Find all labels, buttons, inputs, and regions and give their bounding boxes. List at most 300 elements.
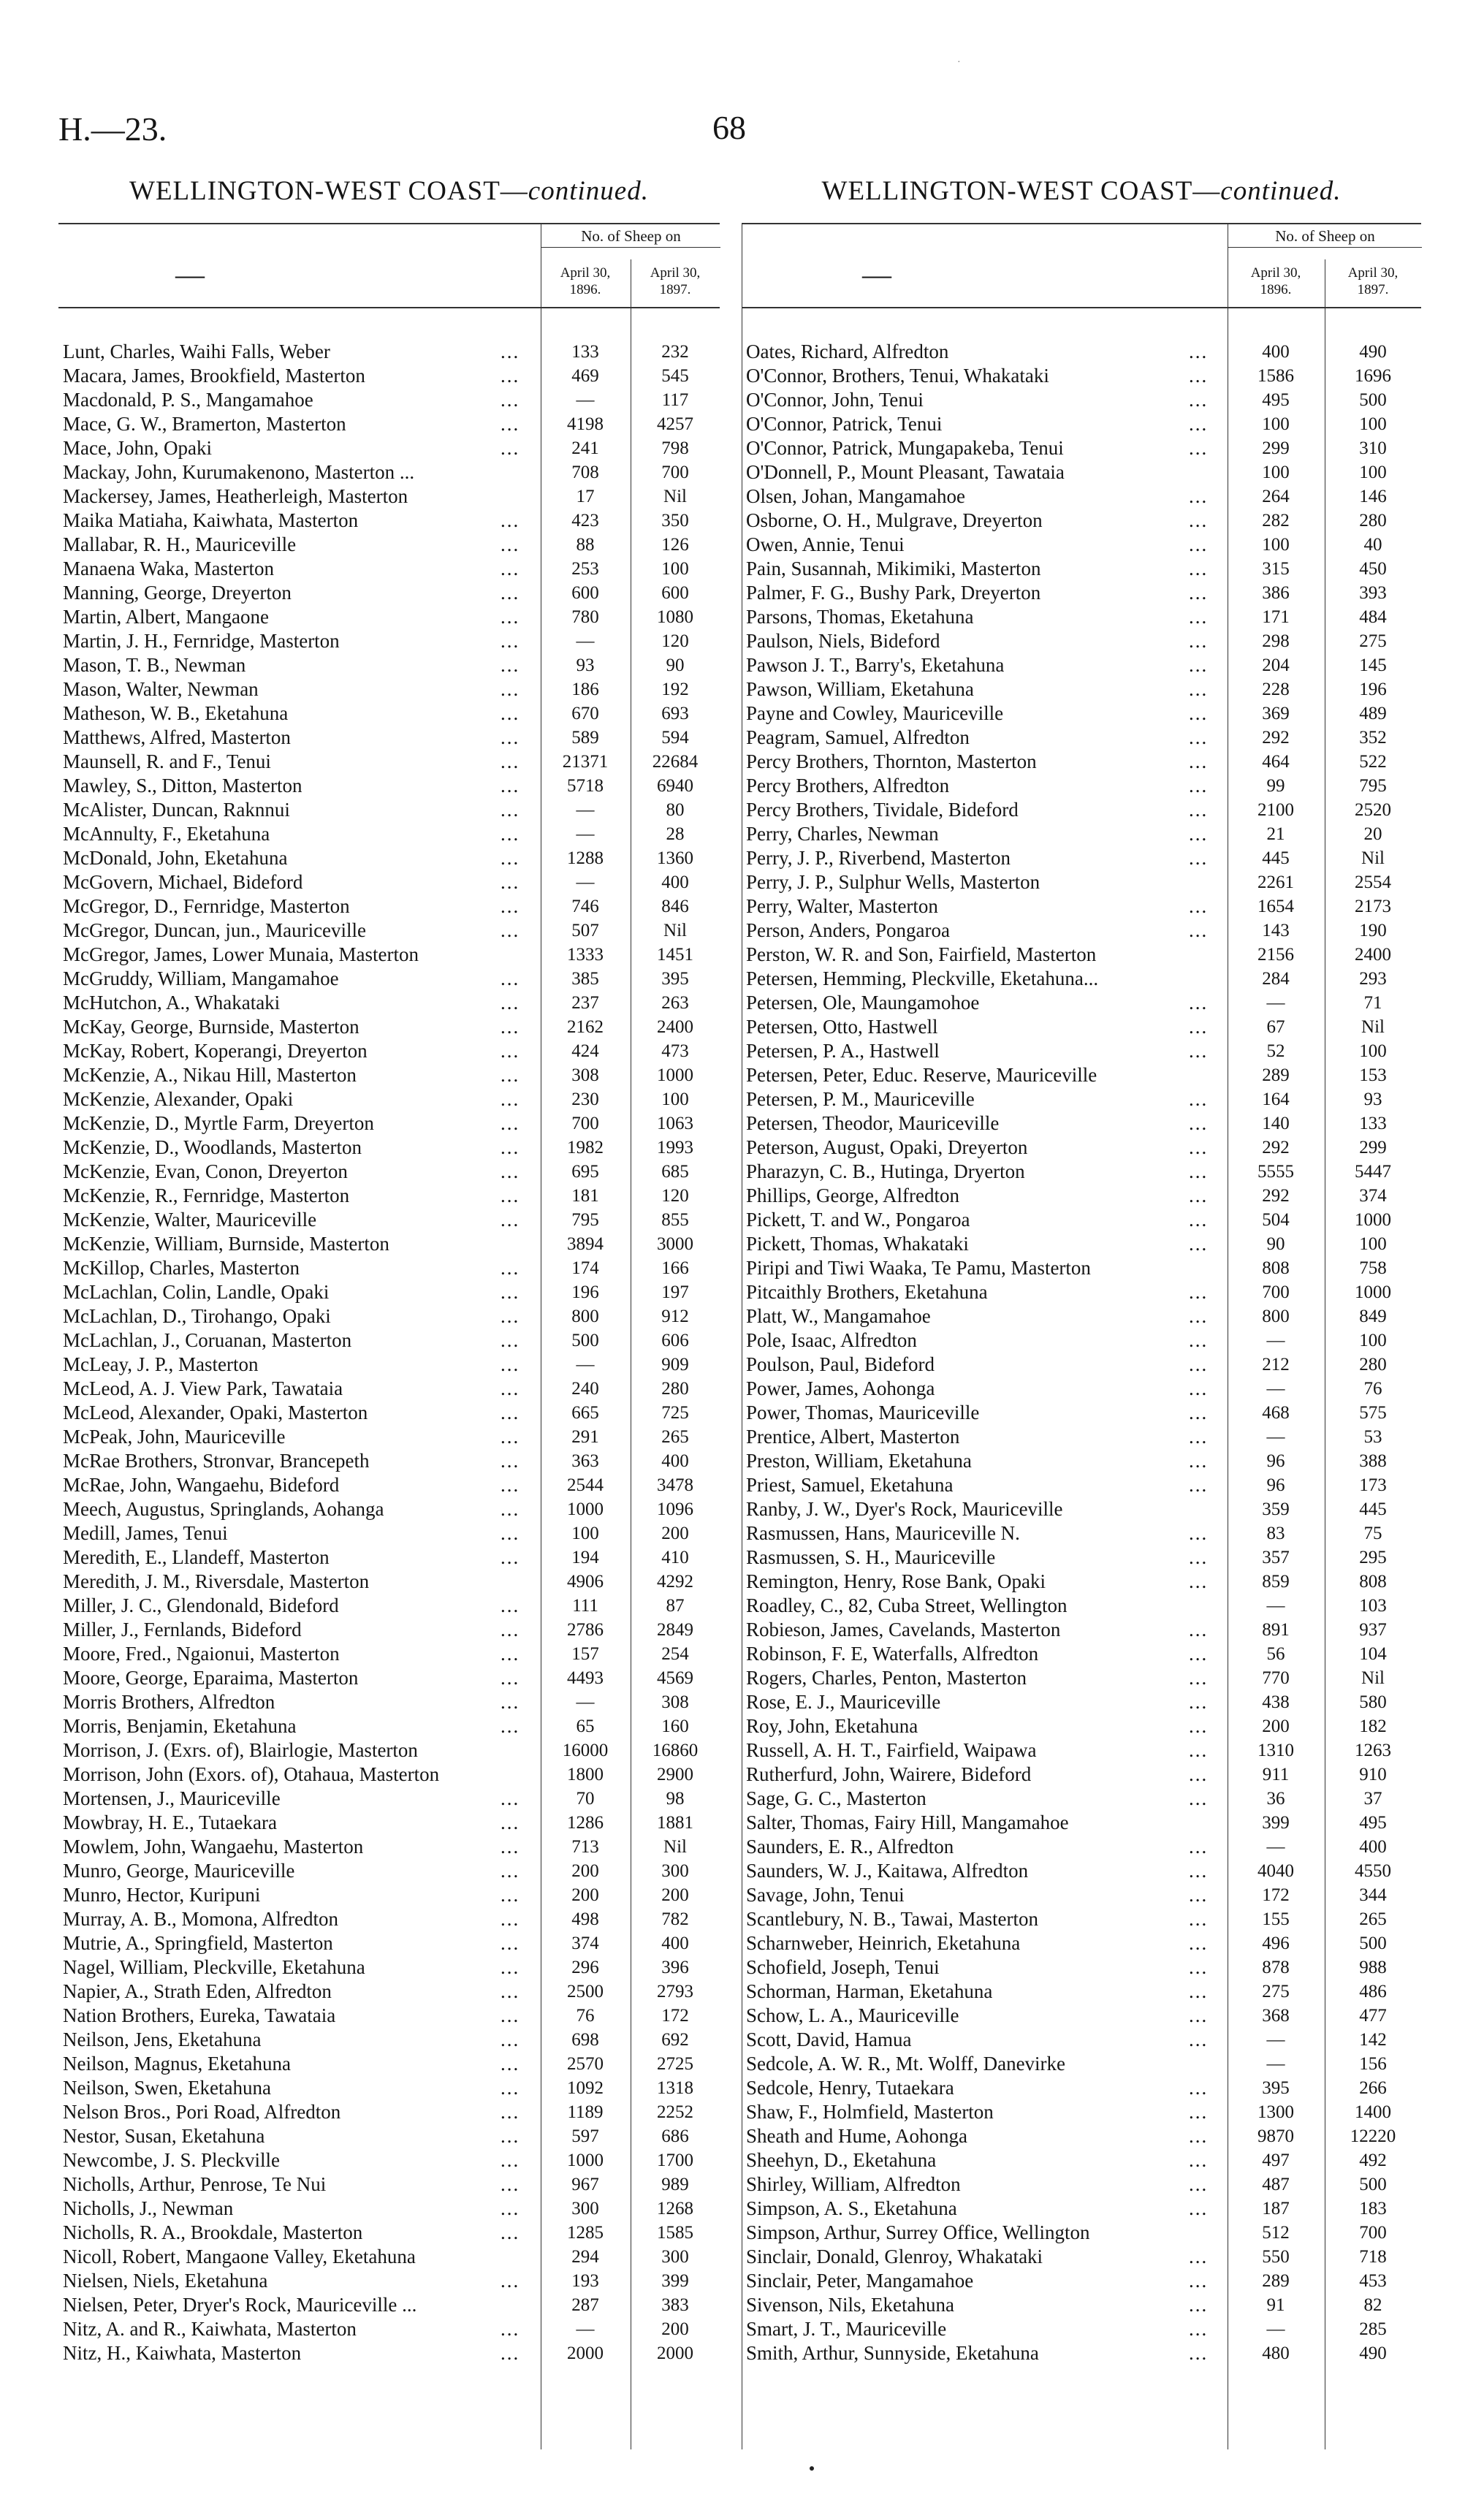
sheep-count-1897: 1696 (1355, 366, 1391, 386)
sheep-count-1896: 4906 (567, 1572, 604, 1592)
table-row (58, 1232, 720, 1256)
leader-dots: ... (1189, 582, 1209, 604)
leader-dots: ... (1189, 437, 1209, 459)
leader-dots: ... (501, 437, 520, 459)
leader-dots: ... (1189, 1522, 1209, 1544)
owner-name: Perry, Walter, Masterton (746, 895, 938, 917)
owner-name: Mowbray, H. E., Tutaekara (63, 1811, 277, 1833)
owner-name: Petersen, Peter, Educ. Reserve, Mauriceville (746, 1064, 1097, 1086)
owner-name: McKenzie, R., Fernridge, Masterton (63, 1185, 350, 1206)
table-row (742, 436, 1421, 460)
table-row (742, 1497, 1421, 1521)
leader-dots: ... (1189, 558, 1209, 579)
table-row (58, 436, 720, 460)
table-row (742, 533, 1421, 557)
sheep-count-1897: 182 (1359, 1716, 1387, 1736)
sheep-count-1896: 464 (1262, 752, 1290, 772)
table-row (58, 1328, 720, 1353)
leader-dots: ... (1189, 1619, 1209, 1641)
sheep-count-1896: 967 (571, 2175, 599, 2194)
sheep-count-1897: 492 (1359, 2151, 1387, 2170)
owner-name: O'Connor, Patrick, Mungapakeba, Tenui (746, 437, 1064, 459)
owner-name: Nestor, Susan, Eketahuna (63, 2125, 265, 2147)
table-row (58, 629, 720, 653)
table-row (58, 1353, 720, 1377)
owner-name: Pawson J. T., Barry's, Eketahuna (746, 654, 1005, 676)
sheep-count-1897: 693 (661, 704, 689, 723)
sheep-count-1897: 126 (661, 535, 689, 555)
table-row (742, 1449, 1421, 1473)
table-row (58, 1425, 720, 1449)
owner-name: Morris Brothers, Alfredton (63, 1691, 275, 1713)
leader-dots: ... (501, 678, 520, 700)
sheep-count-1897: 500 (1359, 1934, 1387, 1953)
sheep-count-1897: 1000 (1355, 1282, 1391, 1302)
owner-name: Petersen, Hemming, Pleckville, Eketahuna... (746, 967, 1099, 989)
sheep-count-1897: 685 (661, 1162, 689, 1182)
leader-dots: ... (1189, 2029, 1209, 2050)
table-row (742, 2317, 1421, 2341)
owner-name: Schow, L. A., Mauriceville (746, 2004, 959, 2026)
sheep-count-1897: 758 (1359, 1258, 1387, 1278)
owner-name: Maunsell, R. and F., Tenui (63, 750, 271, 772)
sheep-count-1897: 2400 (1355, 945, 1391, 965)
owner-name: Nagel, William, Pleckville, Eketahuna (63, 1956, 365, 1978)
sheep-count-1896: 253 (571, 559, 599, 579)
owner-name: Roadley, C., 82, Cuba Street, Wellington (746, 1594, 1068, 1616)
owner-name: Percy Brothers, Thornton, Masterton (746, 750, 1037, 772)
owner-name: McGregor, Duncan, jun., Mauriceville (63, 919, 367, 941)
leader-dots: ... (501, 702, 520, 724)
owner-name: O'Donnell, P., Mount Pleasant, Tawataia (746, 461, 1065, 483)
table-row (742, 919, 1421, 943)
owner-name: Prentice, Albert, Masterton (746, 1426, 960, 1448)
sheep-count-1897: 400 (1359, 1837, 1387, 1857)
sheep-count-1897: 1268 (657, 2199, 693, 2219)
owner-name: Russell, A. H. T., Fairfield, Waipawa (746, 1739, 1037, 1761)
owner-name: Morrison, J. (Exrs. of), Blairlogie, Masterton (63, 1739, 418, 1761)
leader-dots: ... (1189, 2246, 1209, 2267)
table-row (742, 1304, 1421, 1328)
leader-dots: ... (1189, 847, 1209, 869)
table-row (742, 460, 1421, 484)
sheep-count-1897: 310 (1359, 438, 1387, 458)
sheep-count-1896: 2544 (567, 1475, 604, 1495)
leader-dots: ... (1189, 775, 1209, 797)
leader-dots: ... (501, 365, 520, 387)
sheep-count-1897: 100 (1359, 1234, 1387, 1254)
owner-name: McKenzie, D., Myrtle Farm, Dreyerton (63, 1112, 374, 1134)
sheep-count-1897: 395 (661, 969, 689, 989)
sheep-count-1896: 292 (1262, 1138, 1290, 1157)
leader-dots: ... (1189, 2197, 1209, 2219)
table-row (742, 967, 1421, 991)
sheep-count-1897: 93 (1363, 1090, 1382, 1109)
sheep-count-1896: 500 (571, 1331, 599, 1350)
sheep-count-1896: 1285 (567, 2223, 604, 2243)
sheep-count-1897: 383 (661, 2295, 689, 2315)
sheep-count-1897: 700 (1359, 2223, 1387, 2243)
sheep-count-1897: 153 (1359, 1065, 1387, 1085)
right-table (742, 0, 1421, 2494)
sheep-count-1897: 120 (661, 631, 689, 651)
leader-dots: ... (501, 509, 520, 531)
owner-name: McGruddy, William, Mangamahoe (63, 967, 339, 989)
sheep-count-1897: 166 (661, 1258, 689, 1278)
sheep-count-1897: 495 (1359, 1813, 1387, 1833)
owner-name: Savage, John, Tenui (746, 1884, 905, 1906)
owner-name: Miller, J. C., Glendonald, Bideford (63, 1594, 339, 1616)
sheep-count-1896: 808 (1262, 1258, 1290, 1278)
leader-dots: ... (1189, 533, 1209, 555)
owner-name: Olsen, Johan, Mangamahoe (746, 485, 965, 507)
leader-dots: ... (501, 1136, 520, 1158)
table-row (58, 1763, 720, 1787)
sheep-count-1897: 160 (661, 1716, 689, 1736)
owner-name: Sheath and Hume, Aohonga (746, 2125, 967, 2147)
owner-name: McKenzie, D., Woodlands, Masterton (63, 1136, 362, 1158)
table-row (58, 1063, 720, 1087)
sheep-count-1896: — (1266, 1427, 1285, 1447)
leader-dots: ... (501, 389, 520, 411)
table-row (58, 2197, 720, 2221)
sheep-count-1897: 120 (661, 1186, 689, 1206)
owner-name: Scott, David, Hamua (746, 2029, 912, 2050)
leader-dots: ... (501, 750, 520, 772)
sheep-count-1897: 400 (661, 1934, 689, 1953)
owner-name: Miller, J., Fernlands, Bideford (63, 1619, 302, 1641)
sheep-count-1896: 1800 (567, 1765, 604, 1784)
sheep-count-1896: 1654 (1257, 897, 1294, 916)
owner-name: Nelson Bros., Pori Road, Alfredton (63, 2101, 341, 2123)
sheep-count-1896: 2570 (567, 2054, 604, 2074)
table-row (742, 1136, 1421, 1160)
sheep-count-1897: 399 (661, 2271, 689, 2291)
table-row (58, 581, 720, 605)
sheep-count-1896: 291 (571, 1427, 599, 1447)
leader-dots: ... (1189, 1136, 1209, 1158)
owner-name: Remington, Henry, Rose Bank, Opaki (746, 1570, 1046, 1592)
leader-dots: ... (501, 1450, 520, 1472)
table-row (742, 2148, 1421, 2172)
sheep-count-1896: 1000 (567, 2151, 604, 2170)
table-row (742, 2124, 1421, 2148)
sheep-count-1897: 686 (661, 2126, 689, 2146)
owner-name: Rutherfurd, John, Wairere, Bideford (746, 1763, 1032, 1785)
leader-dots: ... (501, 1691, 520, 1713)
table-row (58, 1883, 720, 1907)
leader-dots: ... (1189, 1860, 1209, 1882)
leader-dots: ... (501, 1329, 520, 1351)
sheep-count-1896: 282 (1262, 511, 1290, 531)
table-row (58, 2052, 720, 2076)
sheep-count-1896: 93 (576, 655, 595, 675)
table-row (58, 1136, 720, 1160)
sheep-count-1897: 1993 (657, 1138, 693, 1157)
sheep-count-1897: 200 (661, 1885, 689, 1905)
owner-name: Newcombe, J. S. Pleckville (63, 2149, 280, 2171)
leader-dots: ... (501, 1377, 520, 1399)
table-row (742, 1714, 1421, 1738)
sheep-count-1896: 424 (571, 1041, 599, 1061)
leader-dots: ... (501, 1112, 520, 1134)
sheep-count-1897: 4292 (657, 1572, 693, 1592)
owner-name: Meech, Augustus, Springlands, Aohanga (63, 1498, 384, 1520)
sheep-count-1896: 133 (571, 342, 599, 362)
table-row (58, 1642, 720, 1666)
sheep-count-1896: 296 (571, 1958, 599, 1977)
table-row (58, 1594, 720, 1618)
owner-name: McPeak, John, Mauriceville (63, 1426, 286, 1448)
owner-name: Sivenson, Nils, Eketahuna (746, 2294, 954, 2316)
table-row (742, 2293, 1421, 2317)
table-row (742, 1787, 1421, 1811)
sheep-count-1897: 4257 (657, 414, 693, 434)
owner-name: Pickett, T. and W., Pongaroa (746, 1209, 970, 1231)
leader-dots: ... (1189, 509, 1209, 531)
sheep-count-1897: 1400 (1355, 2102, 1391, 2122)
table-row (58, 364, 720, 388)
sheep-count-1896: 56 (1266, 1644, 1285, 1664)
sheep-count-1897: 795 (1359, 776, 1387, 796)
sheep-count-1897: 100 (1359, 1041, 1387, 1061)
leader-dots: ... (1189, 485, 1209, 507)
owner-name: Meredith, J. M., Riversdale, Masterton (63, 1570, 370, 1592)
owner-name: McKay, Robert, Koperangi, Dreyerton (63, 1040, 368, 1062)
leader-dots: ... (1189, 919, 1209, 941)
table-row (58, 605, 720, 629)
sheep-count-1896: 487 (1262, 2175, 1290, 2194)
owner-name: Mowlem, John, Wangaehu, Masterton (63, 1836, 364, 1858)
page-number: 68 (712, 109, 746, 146)
table-row (742, 484, 1421, 509)
leader-dots: ... (501, 1884, 520, 1906)
owner-name: Manaena Waka, Masterton (63, 558, 274, 579)
owner-name: McRae Brothers, Stronvar, Brancepeth (63, 1450, 370, 1472)
leader-dots: ... (1189, 2294, 1209, 2316)
owner-name: Oates, Richard, Alfredton (746, 341, 949, 362)
sheep-count-1896: 695 (571, 1162, 599, 1182)
table-row (742, 1642, 1421, 1666)
leader-dots: ... (501, 630, 520, 652)
leader-dots: ... (501, 895, 520, 917)
owner-name: Nation Brothers, Eureka, Tawataia (63, 2004, 336, 2026)
leader-dots: ... (501, 1498, 520, 1520)
sheep-count-1897: 1263 (1355, 1741, 1391, 1760)
leader-dots: ... (1189, 1450, 1209, 1472)
sheep-count-1896: 445 (1262, 848, 1290, 868)
owner-name: Saunders, E. R., Alfredton (746, 1836, 954, 1858)
leader-dots: ... (501, 1257, 520, 1279)
right-table-body (742, 340, 1421, 2365)
leader-dots: ... (501, 799, 520, 821)
sheep-count-1897: 117 (661, 390, 689, 410)
sheep-count-1896: 186 (571, 680, 599, 699)
owner-name: McKenzie, Alexander, Opaki (63, 1088, 294, 1110)
left-table (58, 0, 720, 2494)
sheep-count-1896: 212 (1262, 1355, 1290, 1375)
owner-name: Macdonald, P. S., Mangamahoe (63, 389, 313, 411)
sheep-count-1897: 500 (1359, 2175, 1387, 2194)
sheep-count-1897: 410 (661, 1548, 689, 1567)
leader-dots: ... (501, 2270, 520, 2292)
owner-name: Mortensen, J., Mauriceville (63, 1787, 281, 1809)
table-row (58, 2317, 720, 2341)
table-row (742, 1955, 1421, 1980)
sheep-count-1897: 100 (1359, 414, 1387, 434)
table-row (742, 2269, 1421, 2293)
table-row (58, 798, 720, 822)
leader-dots: ... (501, 1811, 520, 1833)
leader-dots: ... (501, 2029, 520, 2050)
owner-name: Munro, George, Mauriceville (63, 1860, 295, 1882)
leader-dots: ... (1189, 1546, 1209, 1568)
owner-name: Matthews, Alfred, Masterton (63, 726, 291, 748)
owner-name: Rose, E. J., Mauriceville (746, 1691, 941, 1713)
sheep-count-1897: 145 (1359, 655, 1387, 675)
sheep-count-1896: 713 (571, 1837, 599, 1857)
leader-dots: ... (501, 2342, 520, 2364)
sheep-count-1896: 700 (571, 1114, 599, 1133)
sheep-count-1896: 275 (1262, 1982, 1290, 2001)
owner-name: Perry, J. P., Riverbend, Masterton (746, 847, 1011, 869)
sheep-count-1896: 90 (1266, 1234, 1285, 1254)
sheep-count-1896: 700 (1262, 1282, 1290, 1302)
sheep-count-1897: 600 (661, 583, 689, 603)
leader-dots: ... (1189, 1980, 1209, 2002)
owner-name: Parsons, Thomas, Eketahuna (746, 606, 974, 628)
owner-name: Munro, Hector, Kuripuni (63, 1884, 261, 1906)
sheep-count-1896: 600 (571, 583, 599, 603)
sheep-count-1896: 2162 (567, 1017, 604, 1037)
sheep-count-1896: 2261 (1257, 872, 1294, 892)
sheep-count-1897: 40 (1363, 535, 1382, 555)
table-row (742, 1015, 1421, 1039)
table-row (742, 1111, 1421, 1136)
sheep-count-1897: Nil (663, 487, 687, 506)
footer-dot (810, 2466, 814, 2471)
sheep-count-1897: 98 (666, 1789, 685, 1809)
table-row (742, 1473, 1421, 1497)
table-row (58, 774, 720, 798)
sheep-count-1896: — (1266, 1379, 1285, 1399)
sheep-count-1896: 70 (576, 1789, 595, 1809)
sheep-count-1897: 490 (1359, 2343, 1387, 2363)
sheep-count-1897: 4569 (657, 1668, 693, 1688)
owner-name: Shaw, F., Holmfield, Masterton (746, 2101, 994, 2123)
sheep-count-1897: 133 (1359, 1114, 1387, 1133)
sheep-count-1897: 172 (661, 2006, 689, 2026)
table-row (742, 1738, 1421, 1763)
owner-name: Power, James, Aohonga (746, 1377, 935, 1399)
leader-dots: ... (501, 1160, 520, 1182)
sheep-count-1896: 9870 (1257, 2126, 1294, 2146)
sheep-count-1897: 192 (661, 680, 689, 699)
owner-name: Smart, J. T., Mauriceville (746, 2318, 947, 2340)
table-row (58, 1184, 720, 1208)
table-row (58, 460, 720, 484)
sheep-count-1896: 2156 (1257, 945, 1294, 965)
sheep-count-1896: 780 (571, 607, 599, 627)
owner-name: Napier, A., Strath Eden, Alfredton (63, 1980, 332, 2002)
sheep-count-1896: 96 (1266, 1451, 1285, 1471)
table-row (58, 653, 720, 677)
sheep-count-1896: — (1266, 2054, 1285, 2074)
leader-dots: ... (1189, 992, 1209, 1014)
sheep-count-1896: 292 (1262, 1186, 1290, 1206)
owner-name: Perry, J. P., Sulphur Wells, Masterton (746, 871, 1040, 893)
table-row (58, 894, 720, 919)
owner-name: McKenzie, Walter, Mauriceville (63, 1209, 317, 1231)
owner-name: Nicholls, R. A., Brookdale, Masterton (63, 2221, 363, 2243)
sheep-count-1896: 504 (1262, 1210, 1290, 1230)
table-row (58, 1473, 720, 1497)
owner-name: Perry, Charles, Newman (746, 823, 939, 845)
sheep-count-1897: 374 (1359, 1186, 1387, 1206)
table-row (58, 1015, 720, 1039)
leader-dots: ... (1189, 1474, 1209, 1496)
sheep-count-1897: 594 (661, 728, 689, 748)
owner-name: Roy, John, Eketahuna (746, 1715, 918, 1737)
leader-dots: ... (501, 919, 520, 941)
sheep-count-1897: 16860 (652, 1741, 699, 1760)
table-row (58, 1835, 720, 1859)
owner-name: Pickett, Thomas, Whakataki (746, 1233, 969, 1255)
sheep-count-1897: 350 (661, 511, 689, 531)
owner-name: Neilson, Swen, Eketahuna (63, 2077, 271, 2099)
sheep-count-1896: 181 (571, 1186, 599, 1206)
sheep-count-1896: — (576, 1355, 595, 1375)
table-title: WELLINGTON-WEST COAST—continued. (821, 176, 1342, 206)
table-row (58, 412, 720, 436)
sheep-count-1896: 374 (571, 1934, 599, 1953)
leader-dots: ... (1189, 413, 1209, 435)
sheep-count-1896: — (1266, 2030, 1285, 2050)
sheep-count-1897: 490 (1359, 342, 1387, 362)
leader-dots: ... (501, 2077, 520, 2099)
leader-dots: ... (501, 1667, 520, 1689)
sheep-count-1896: 298 (1262, 631, 1290, 651)
table-row (742, 1546, 1421, 1570)
sheep-count-1897: 909 (661, 1355, 689, 1375)
owner-name: Platt, W., Mangamahoe (746, 1305, 931, 1327)
sheep-count-1897: 90 (666, 655, 685, 675)
sheep-count-1897: Nil (1361, 848, 1385, 868)
sheep-count-1897: 808 (1359, 1572, 1387, 1592)
leader-dots: ... (501, 2125, 520, 2147)
leader-dots: ... (1189, 1787, 1209, 1809)
table-row (742, 822, 1421, 846)
sheep-count-1897: 477 (1359, 2006, 1387, 2026)
table-row (742, 870, 1421, 894)
sheep-count-1896: 1982 (567, 1138, 604, 1157)
sheep-count-1897: 22684 (652, 752, 699, 772)
sheep-count-1897: 280 (661, 1379, 689, 1399)
leader-dots: ... (1189, 1763, 1209, 1785)
sheep-count-1897: Nil (663, 1837, 687, 1857)
sheep-count-1896: 143 (1262, 921, 1290, 940)
owner-name: Martin, J. H., Fernridge, Masterton (63, 630, 340, 652)
sheep-count-1896: 100 (571, 1524, 599, 1543)
owner-name: Neilson, Magnus, Eketahuna (63, 2053, 291, 2075)
sheep-count-1896: — (576, 631, 595, 651)
table-row (742, 1280, 1421, 1304)
table-row (742, 1931, 1421, 1955)
table-row (58, 1931, 720, 1955)
owner-name: McHutchon, A., Whakataki (63, 992, 281, 1014)
sheep-count-1896: 1586 (1257, 366, 1294, 386)
sheep-count-1896: — (1266, 993, 1285, 1013)
